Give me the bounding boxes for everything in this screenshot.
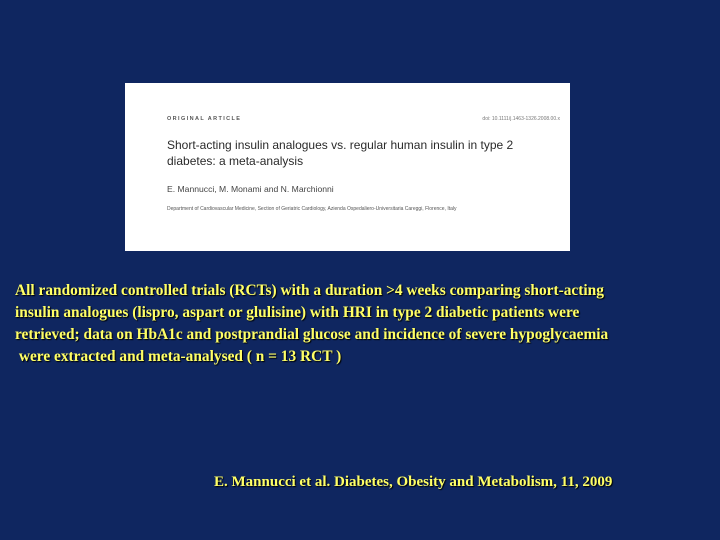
article-authors: E. Mannucci, M. Monami and N. Marchionni — [167, 184, 334, 194]
article-affiliation: Department of Cardiovascular Medicine, Section of Geriatric Cardiology, Azienda Ospedaliero-Universitaria Careggi, Florence, Italy — [167, 206, 457, 212]
article-doi: doi: 10.1111/j.1463-1326.2008.00.x — [482, 116, 560, 122]
article-title: Short-acting insulin analogues vs. regular human insulin in type 2 diabetes: a meta-analysis — [167, 138, 514, 168]
article-type-label: ORIGINAL ARTICLE — [167, 116, 242, 122]
article-header-image — [125, 83, 570, 251]
summary-line: insulin analogues (lispro, aspart or glulisine) with HRI in type 2 diabetic patients were — [15, 304, 580, 321]
summary-text — [15, 280, 715, 368]
summary-line: were extracted and meta-analysed ( n = 13 RCT ) — [15, 348, 342, 365]
summary-line: retrieved; data on HbA1c and postprandial glucose and incidence of severe hypoglycaemia — [15, 326, 609, 343]
summary-line: All randomized controlled trials (RCTs) with a duration >4 weeks comparing short-acting — [15, 282, 604, 299]
citation: E. Mannucci et al. Diabetes, Obesity and Metabolism, 11, 2009 — [214, 474, 613, 490]
